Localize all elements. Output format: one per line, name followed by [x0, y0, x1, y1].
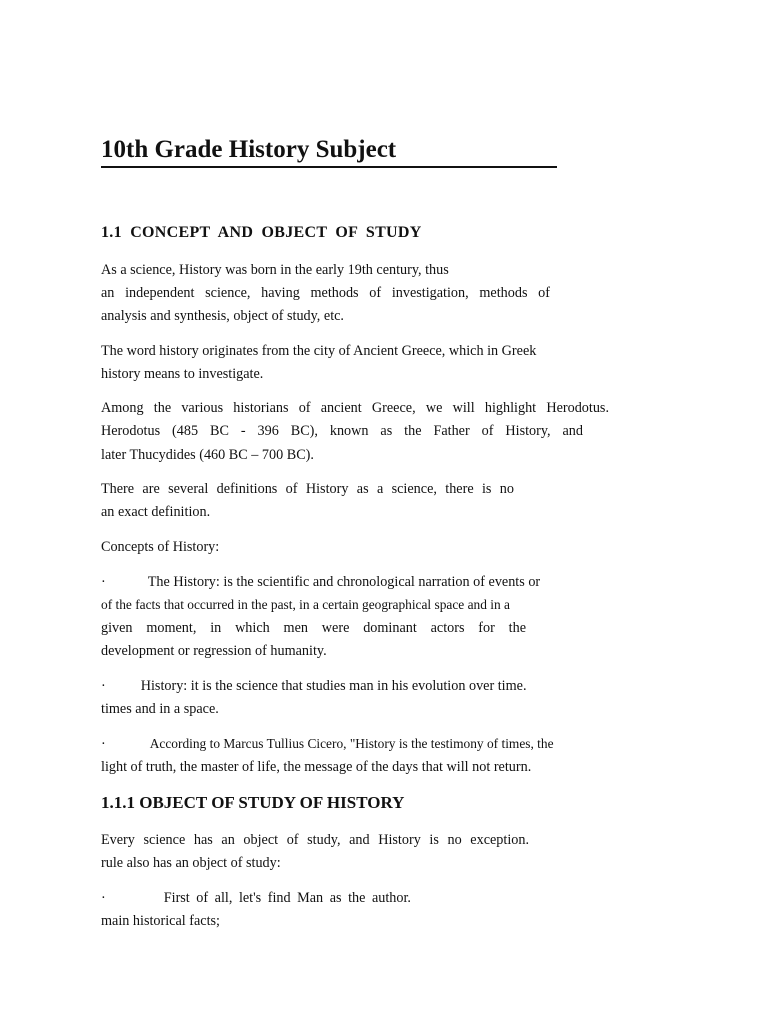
paragraph-line: Every science has an object of study, and History is no exception.: [101, 832, 529, 848]
bullet-marker: ·: [101, 678, 106, 694]
paragraph-line: later Thucydides (460 BC – 700 BC).: [101, 447, 314, 463]
paragraph-line: Concepts of History:: [101, 539, 220, 555]
bullet-marker: ·: [101, 890, 106, 906]
paragraph-line: Among the various historians of ancient Greece, we will highlight Herodotus.: [101, 400, 609, 416]
paragraph-line: history means to investigate.: [101, 366, 264, 382]
section-heading-concept: 1.1 CONCEPT AND OBJECT OF STUDY: [101, 224, 422, 241]
paragraph-line: light of truth, the master of life, the message of the days that will not return.: [101, 759, 532, 775]
list-item-text: The History: is the scientific and chronological narration of events or: [147, 574, 541, 590]
list-item: [101, 888, 411, 908]
paragraph-line: given moment, in which men were dominant actors for the: [101, 620, 526, 636]
list-item-text: According to Marcus Tullius Cicero, "History is the testimony of times, the: [149, 736, 554, 751]
paragraph-line: analysis and synthesis, object of study, etc.: [101, 308, 344, 324]
section-heading-object-of-study: 1.1.1 OBJECT OF STUDY OF HISTORY: [101, 793, 405, 812]
paragraph-line: As a science, History was born in the early 19th century, thus: [101, 262, 449, 278]
paragraph-line: an independent science, having methods of investigation, methods of: [101, 285, 550, 301]
list-item: [101, 572, 540, 592]
paragraph-line: Herodotus (485 BC - 396 BC), known as the Father of History, and: [101, 423, 583, 439]
paragraph-line: There are several definitions of History as a science, there is no: [101, 481, 514, 497]
list-item-text: First of all, let's find Man as the author.: [163, 890, 411, 906]
document-title: 10th Grade History Subject: [101, 134, 557, 168]
paragraph-line: an exact definition.: [101, 504, 211, 520]
paragraph-line: development or regression of humanity.: [101, 643, 327, 659]
paragraph-line: of the facts that occurred in the past, in a certain geographical space and in a: [101, 597, 510, 612]
bullet-marker: ·: [101, 574, 106, 590]
paragraph-line: The word history originates from the city of Ancient Greece, which in Greek: [101, 343, 537, 359]
list-item-text: History: it is the science that studies man in his evolution over time.: [140, 678, 527, 694]
list-item: [101, 676, 527, 696]
paragraph-line: times and in a space.: [101, 701, 219, 717]
paragraph-line: rule also has an object of study:: [101, 855, 281, 871]
list-item: [101, 734, 554, 754]
paragraph-line: main historical facts;: [101, 913, 220, 929]
bullet-marker: ·: [101, 736, 106, 752]
